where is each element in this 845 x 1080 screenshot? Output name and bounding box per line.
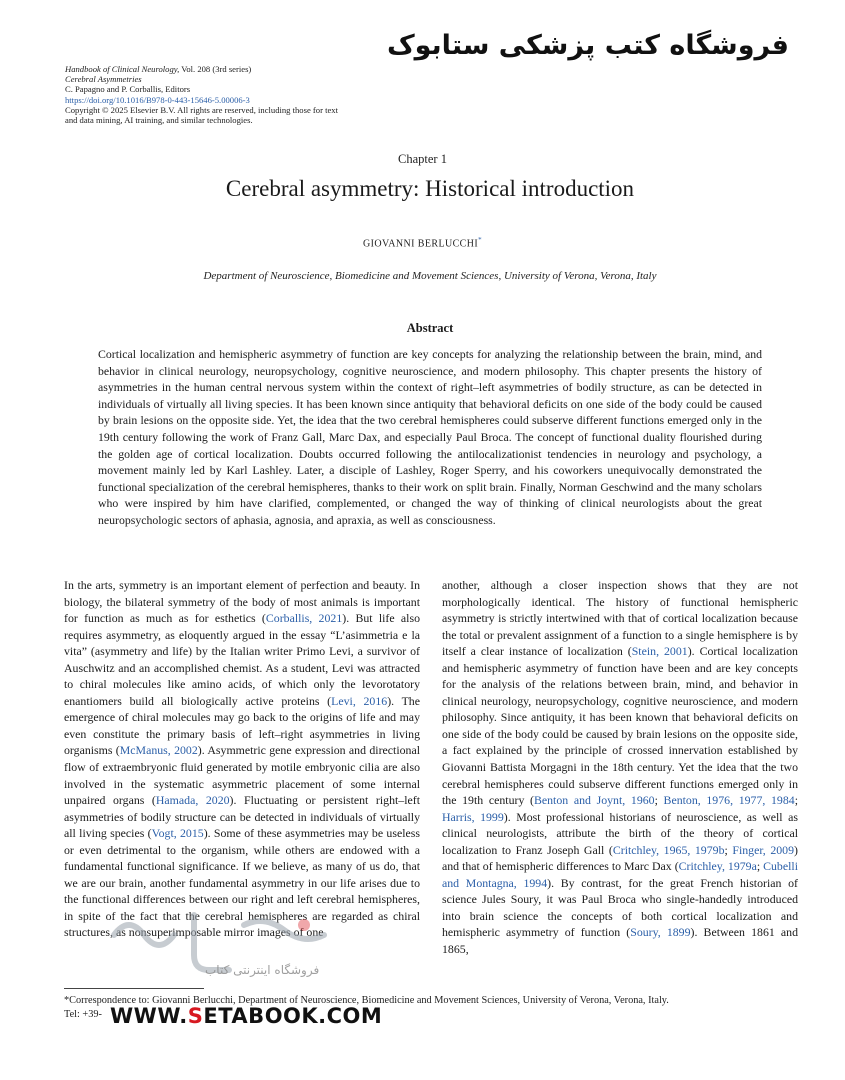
citation-link[interactable]: Stein, 2001 <box>631 644 688 659</box>
citation-link[interactable]: McManus, 2002 <box>119 743 198 758</box>
body-text: ; <box>654 793 664 808</box>
citation-link[interactable]: Vogt, 2015 <box>151 826 204 841</box>
footnote-line-1: *Correspondence to: Giovanni Berlucchi, Department of Neuroscience, Biomedicine and Movement Sciences, University of Verona, Verona, Italy. <box>64 995 669 1006</box>
footnote-rule <box>64 988 204 989</box>
body-text: ). Between 1861 and 1865, <box>442 925 798 957</box>
site-watermark-red: S <box>187 1004 204 1028</box>
body-text: ; <box>794 793 798 808</box>
chapter-label: Chapter 1 <box>398 152 447 166</box>
footnote-line-2: Tel: +39- <box>64 1008 102 1020</box>
body-text: ). Some of these asymmetries may be useless or even detrimental to the organism, while others are endowed with a fundamental functional significance. If we believe, as many of us do, that we are our brain, another fundamental asymmetry in our life arises due to the functional differences between our right and left cerebral hemispheres, in spite of the fact that the cerebral hemispheres are regarded as chiral structures, as nonsuperimposable mirror images of one <box>64 826 420 940</box>
citation-link[interactable]: Corballis, 2021 <box>265 611 343 626</box>
site-watermark-pre: WWW. <box>110 1004 188 1028</box>
citation-link[interactable]: Levi, 2016 <box>331 693 388 708</box>
body-text: In the arts, symmetry is an important element of perfection and beauty. In biology, the bilateral symmetry of the body of most animals is important for function as much as for esthetics ( <box>64 578 420 626</box>
citation-link[interactable]: Soury, 1899 <box>630 925 691 940</box>
logo-watermark-text: فروشگاه اینترنتی کتاب <box>205 963 320 977</box>
correspondence-mark[interactable]: * <box>478 236 482 244</box>
citation-link[interactable]: Benton, 1976, 1977, 1984 <box>663 793 795 808</box>
citation-link[interactable]: Finger, 2009 <box>732 842 795 857</box>
chapter-title: Cerebral asymmetry: Historical introduction <box>225 176 635 201</box>
citation-link[interactable]: Critchley, 1965, 1979b <box>612 842 725 857</box>
watermark-store-name: فروشگاه کتب پزشکی ستابوک <box>386 30 789 61</box>
site-watermark <box>110 1004 382 1028</box>
body-column-right <box>442 577 798 958</box>
copyright-line-2: and data mining, AI training, and similar technologies. <box>65 115 253 126</box>
body-text: ) and that of hemispheric differences to Marc Dax ( <box>442 842 798 874</box>
body-text: ). But life also requires asymmetry, as eloquently argued in the essay “L’asimmetria e la vita” (asymmetry and life) by the Italian writer Primo Levi, a survivor of Auschwitz and an accomplished chemist. As a student, Levi was attracted to chiral molecules like amino acids, of which only the levorotatory enantiomers build all biologically active proteins ( <box>64 611 420 708</box>
body-text: ). By contrast, for the great French historian of science Jules Soury, it was Paul Broca who single-handedly introduced into brain science the concepts of both cortical localization and hemispheric asymmetry of function ( <box>442 875 798 940</box>
citation-link[interactable]: Benton and Joynt, 1960 <box>533 793 655 808</box>
series-title: Handbook of Clinical Neurology, <box>65 64 180 74</box>
editors: C. Papagno and P. Corballis, Editors <box>65 84 191 95</box>
body-text: another, although a closer inspection shows that they are not morphologically identical. The history of functional hemispheric asymmetry is strictly intertwined with that of cortical localization because the total or prevalent assignment of a function to a single hemisphere is by itself a clear instance of localization ( <box>442 578 798 659</box>
body-text: ). Asymmetric gene expression and directional flow of extraembryonic fluid generated by motile embryonic cilia are also involved in the systematic asymmetric placement of some internal unpaired organs ( <box>64 743 421 808</box>
citation-link[interactable]: Hamada, 2020 <box>155 793 230 808</box>
affiliation: Department of Neuroscience, Biomedicine and Movement Sciences, University of Verona, Verona, Italy <box>203 270 657 282</box>
copyright-line-1: Copyright © 2025 Elsevier B.V. All rights are reserved, including those for text <box>65 104 338 115</box>
body-text: ; <box>724 842 733 857</box>
site-watermark-post: ETABOOK.COM <box>203 1004 383 1028</box>
body-text: ). Fluctuating or persistent right–left asymmetries of bodily structure can be detected in individuals of virtually all living species ( <box>64 793 420 841</box>
body-text: ). Cortical localization and hemispheric asymmetry of function have been and are key concepts for the analysis of the relations between brain, mind, and behavior in clinical neurology, neuropsychology, cognitive neuroscience, and modern philosophy. Since antiquity, it has been known that behavioral deficits on one side of the body could be caused by brain lesions on the opposite side, a fact explained by the principle of crossed innervation established by Giovanni Battista Morgagni in the 18th century. Yet the idea that the two cerebral hemispheres could subserve different functions emerged only in the 19th century ( <box>442 644 798 808</box>
citation-link[interactable]: Cubelli and Montagna, 1994 <box>442 859 798 890</box>
abstract-body: Cortical localization and hemispheric asymmetry of function are key concepts for analyzing the relationship between the brain, mind, and behavior in clinical neurology, neuropsychology, cognitive neuroscience, and modern philosophy. This chapter presents the history of asymmetries in the human central nervous system within the context of right–left asymmetries of bodily structure, as can be detected in individuals of virtually all living species. It has been known since antiquity that behavioral deficits on one side of the body could be caused by brain lesions on the opposite side. Yet, the idea that the two cerebral hemispheres could subserve different functions emerged only in the 19th century following the work of Franz Gall, Marc Dax, and especially Paul Broca. The concept of functional duality flourished during the golden age of cortical localization. Doubts occurred following the antilocalizationist tendencies in neurology and psychology, a movement mainly led by Karl Lashley. Later, a disciple of Lashley, Roger Sperry, and his coworkers unequivocally demonstrated the functional specialization of the cerebral hemispheres, thanks to their work on split brain. Finally, Norman Geschwind and the many scholars who were inspired by him have clarified, complemented, or changed the way of thinking of clinical neurologists about the great neuropsychologic sectors of aphasia, agnosia, and apraxia, as well as consciousness. <box>98 347 762 527</box>
citation-link[interactable]: Critchley, 1979a <box>678 859 757 874</box>
author-line <box>0 236 845 249</box>
body-text: ). Most professional historians of neuroscience, as well as clinical neurologists, attribute the birth of the theory of cortical localization to Franz Joseph Gall ( <box>442 809 798 857</box>
series-volume: Vol. 208 (3rd series) <box>179 64 252 74</box>
author-name: GIOVANNI BERLUCCHI <box>363 238 479 250</box>
citation-link[interactable]: Harris, 1999 <box>442 809 504 824</box>
setabook-logo-watermark <box>104 895 364 995</box>
body-text: ). The emergence of chiral molecules may go back to the origins of life and may even constitute the primary basis of left–right asymmetries in living organisms ( <box>64 693 420 758</box>
body-text: ; <box>756 859 764 874</box>
body-column-left <box>64 577 420 941</box>
book-title: Cerebral Asymmetries <box>65 74 142 85</box>
doi-link[interactable]: https://doi.org/10.1016/B978-0-443-15646-5.00006-3 <box>65 94 250 105</box>
publication-metadata <box>65 64 425 125</box>
abstract-heading: Abstract <box>406 321 454 335</box>
